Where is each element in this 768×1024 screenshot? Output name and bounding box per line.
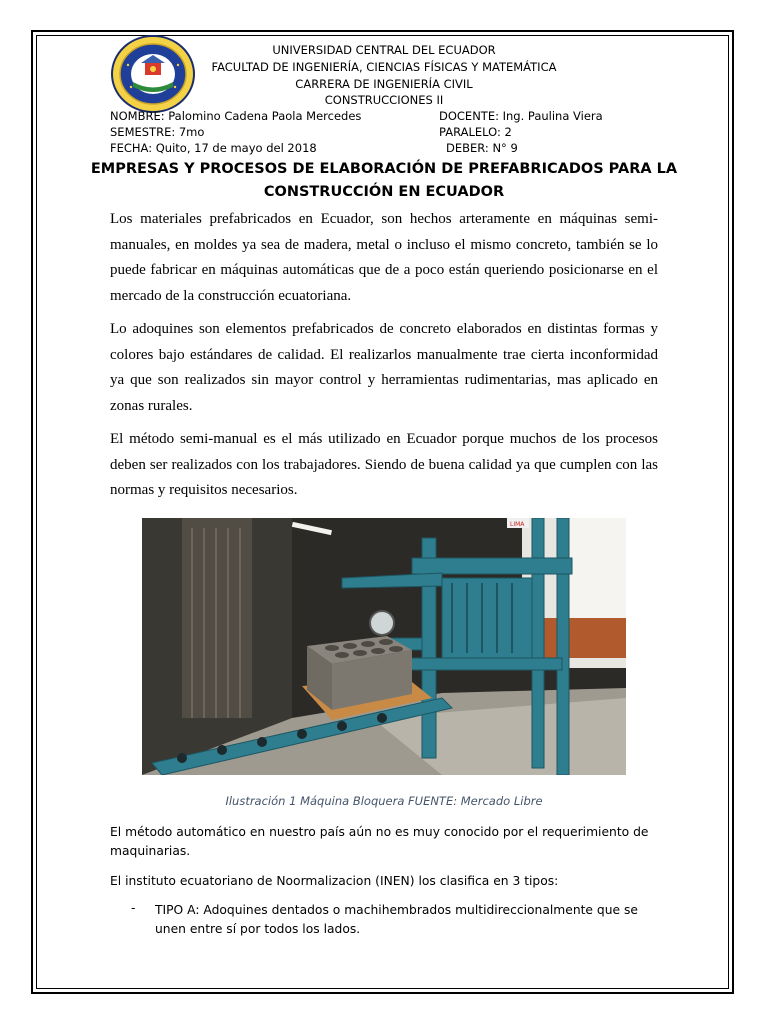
student-name: NOMBRE: Palomino Cadena Paola Mercedes — [110, 109, 362, 123]
homework-number: DEBER: N° 9 — [446, 141, 518, 155]
document-title — [60, 158, 708, 204]
parallel: PARALELO: 2 — [439, 125, 512, 139]
list-bullet: - — [131, 901, 136, 915]
paragraph-2: Lo adoquines son elementos prefabricados de concreto elaborados en distintas formas y colores bajo estándares de calidad. El realizarlos manualmente trae cierta inconformidad ya que son realizados sin mayor control y herramientas rudimentarias, mas aplicado en zonas rurales. — [110, 321, 658, 414]
faculty-name: FACULTAD DE INGENIERÍA, CIENCIAS FÍSICAS Y MATEMÁTICA — [211, 60, 557, 74]
date: FECHA: Quito, 17 de mayo del 2018 — [110, 141, 317, 155]
paragraph-5: El instituto ecuatoriano de Noormalizacion (INEN) los clasifica en 3 tipos: — [110, 874, 559, 888]
semester: SEMESTRE: 7mo — [110, 125, 205, 139]
course-name: CONSTRUCCIONES II — [324, 93, 444, 107]
figure-caption: Ilustración 1 Máquina Bloquera FUENTE: Mercado Libre — [225, 794, 543, 808]
block-machine-photo — [142, 518, 626, 775]
career-name: CARRERA DE INGENIERÍA CIVIL — [295, 77, 473, 91]
title-line-1: EMPRESAS Y PROCESOS DE ELABORACIÓN DE PREFABRICADOS PARA LA — [90, 161, 678, 177]
title-line-2: CONSTRUCCIÓN EN ECUADOR — [263, 184, 505, 200]
paragraph-4: El método automático en nuestro país aún no es muy conocido por el requerimiento de maquinarias. — [110, 825, 649, 858]
university-name: UNIVERSIDAD CENTRAL DEL ECUADOR — [272, 43, 496, 57]
paragraph-1: Los materiales prefabricados en Ecuador, son hechos arteramente en máquinas semi-manuales, en moldes ya sea de madera, metal o incluso el mismo concreto, también se lo puede fabricar en máquinas automáticas que de a poco están queriendo posicionarse en el mercado de la construcción ecuatoriana. — [110, 211, 658, 304]
teacher-name: DOCENTE: Ing. Paulina Viera — [439, 109, 603, 123]
photo-sign-text: LIMA — [510, 521, 525, 528]
paragraph-3: El método semi-manual es el más utilizado en Ecuador porque muchos de los procesos deben ser realizados con los trabajadores. Siendo de buena calidad ya que cumplen con las normas y requisitos necesarios. — [110, 431, 658, 498]
list-item-tipo-a: TIPO A: Adoquines dentados o machihembrados multidireccionalmente que se unen entre sí por todos los lados. — [155, 903, 638, 936]
